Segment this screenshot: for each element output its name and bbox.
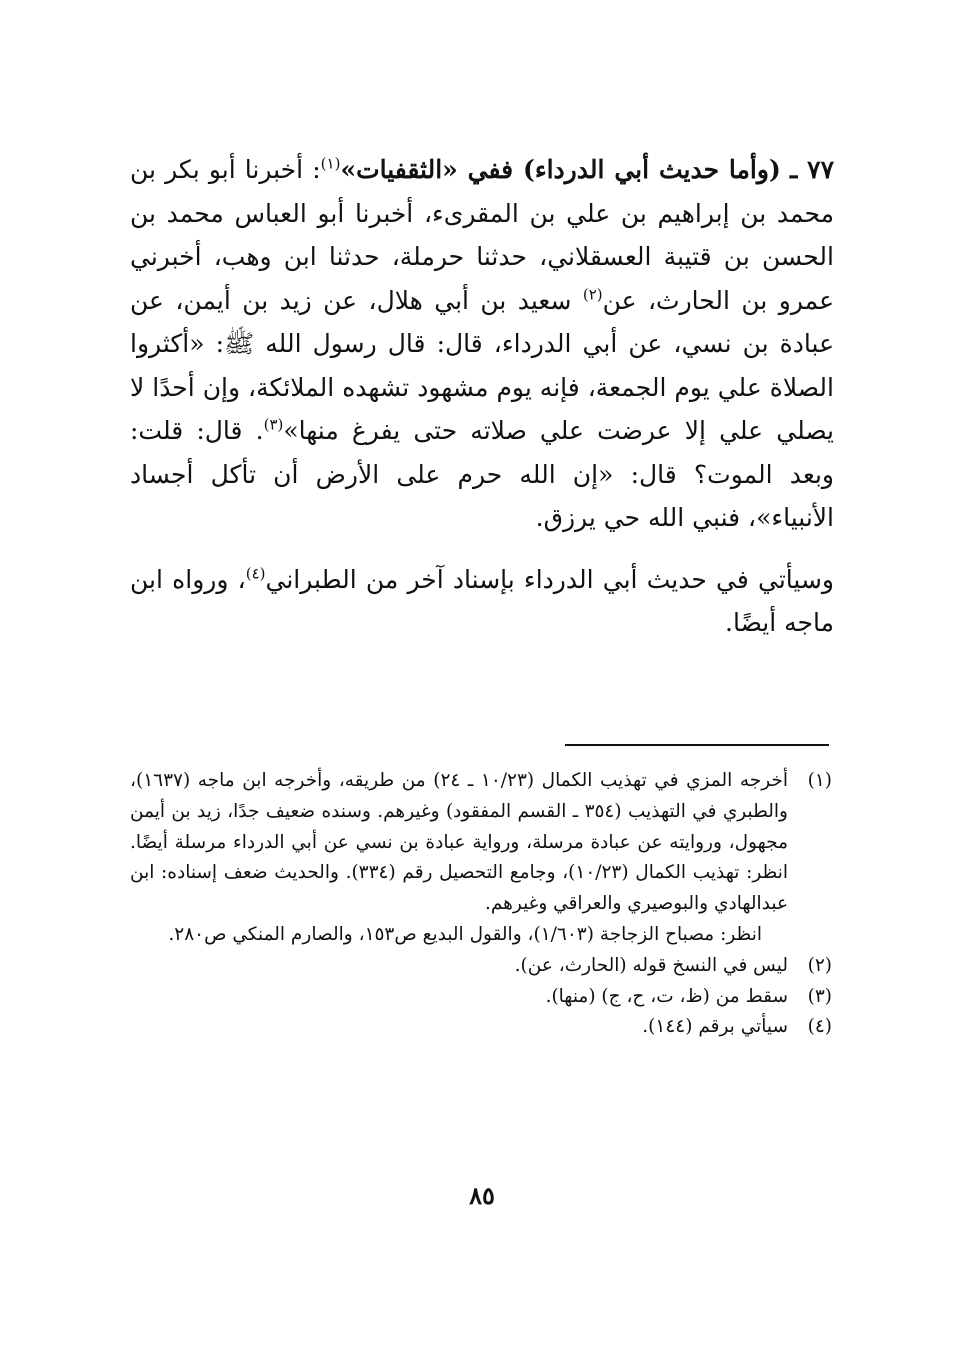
footnote-number: (٤) — [807, 1016, 832, 1038]
footnote — [130, 766, 832, 951]
footnotes — [130, 766, 832, 1043]
footnote — [130, 982, 832, 1013]
paragraph-hadith-77 — [130, 148, 834, 540]
footnote-text: سقط من (ظ، ت، ح، ج) (منها). — [545, 985, 788, 1007]
paragraph-continuation — [130, 558, 834, 645]
footnote-number: (٢) — [807, 954, 832, 976]
footnote-ref-1: (١) — [320, 154, 341, 173]
footnote-number: (١) — [807, 770, 832, 791]
footnote — [130, 951, 832, 982]
footnote-text: سيأتي برقم (١٤٤). — [642, 1016, 788, 1038]
footnote-text: أخرجه المزي في تهذيب الكمال (١٠/٢٣ ـ ٢٤) من طريقه، وأخرجه ابن ماجه (١٦٣٧)، والطبري في التهذيب (٣٥٤ ـ القسم المفقود) وغيرهم. وسنده ضعيف جدًا، زيد بن أيمن مجهول، وروايته عن عبادة مرسلة، ورواية عبادة بن نسي عن أبي الدرداء مرسلة أيضًا. انظر: تهذيب الكمال (١٠/٢٣)، وجامع التحصيل رقم (٣٣٤). والحديث ضعف إسناده: ابن عبدالهادي والبوصيري والعراقي وغيرهم. — [130, 770, 788, 915]
main-text — [130, 148, 834, 645]
footnote-text: انظر: مصباح الزجاجة (١/٦٠٣)، والقول البديع ص١٥٣، والصارم المنكي ص٢٨٠. — [168, 923, 762, 945]
paragraph-text: وسيأتي في حديث أبي الدرداء بإسناد آخر من الطبراني — [265, 564, 834, 594]
hadith-title: (وأما حديث أبي الدرداء) ففي «الثقفيات» — [340, 155, 781, 184]
footnote-ref-4: (٤) — [245, 564, 266, 583]
footnote-ref-2: (٢) — [582, 285, 603, 304]
footnote-ref-3: (٣) — [263, 415, 284, 434]
footnote — [130, 1012, 832, 1043]
hadith-number: ٧٧ ـ — [789, 155, 835, 184]
paragraph-text: سعيد بن أبي هلال، عن زيد بن أيمن، عن عبادة بن نسي، عن أبي الدرداء، قال: قال رسول الله ﷺ: «أكثروا الصلاة علي يوم الجمعة، فإنه يوم مشهود تشهده الملائكة، وإن أحدًا لا يصلي علي إلا عرضت علي صلاته حتى يفرغ منها» — [130, 285, 834, 445]
paragraph-text: : أخبرنا أبو بكر بن محمد بن إبراهيم بن علي بن المقرىء، أخبرنا أبو العباس محمد بن الحسن بن قتيبة العسقلاني، حدثنا حرملة، حدثنا ابن وهب، أخبرني عمرو بن الحارث، عن — [130, 155, 834, 315]
footnote-text: ليس في النسخ قوله (الحارث، عن). — [514, 954, 788, 976]
footnote-number: (٣) — [807, 985, 832, 1007]
footnote-divider — [565, 744, 829, 746]
paragraph-text: ، ورواه ابن ماجه أيضًا. — [130, 564, 834, 637]
page-number: ٨٥ — [469, 1181, 495, 1210]
paragraph-text: . قال: قلت: وبعد الموت؟ قال: «إن الله حرم على الأرض أن تأكل أجساد الأنبياء»، فنبي الله حي يرزق. — [130, 416, 834, 532]
